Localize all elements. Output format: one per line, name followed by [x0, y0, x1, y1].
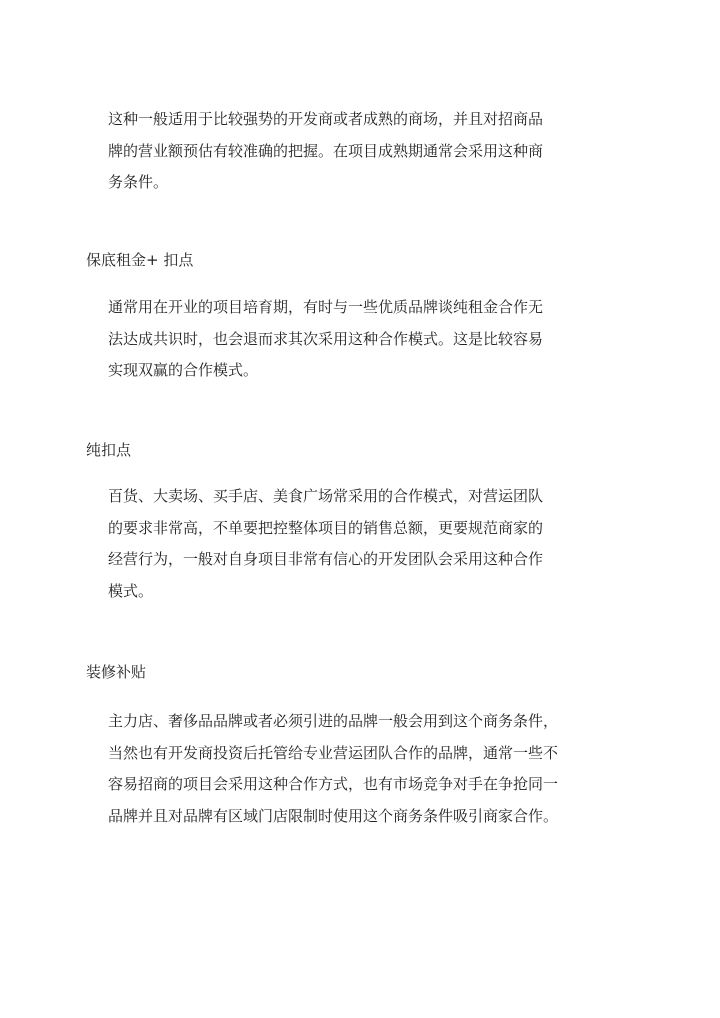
paragraph-line: 务条件。: [108, 173, 169, 191]
commission-paragraph: [108, 481, 600, 607]
paragraph-line: 牌的营业额预估有较准确的把握。在项目成熟期通常会采用这种商: [108, 141, 544, 160]
paragraph-line: 模式。: [108, 581, 154, 600]
paragraph-line: 的要求非常高，不单要把控整体项目的销售总额，更要规范商家的: [108, 518, 544, 537]
section-heading-guarantee: 保底租金+ 扣点: [86, 251, 194, 269]
paragraph-line: 主力店、奢侈品品牌或者必须引进的品牌一般会用到这个商务条件，: [108, 712, 559, 730]
paragraph-line: 当然也有开发商投资后托管给专业营运团队合作的品牌，通常一些不: [108, 743, 559, 762]
paragraph-line: 经营行为，一般对自身项目非常有信心的开发团队会采用这种合作: [108, 550, 544, 568]
intro-paragraph: [108, 104, 600, 199]
paragraph-line: 这种一般适用于比较强势的开发商或者成熟的商场，并且对招商品: [108, 110, 544, 128]
decoration-paragraph: [108, 706, 608, 832]
guarantee-paragraph: [108, 292, 600, 387]
paragraph-line: 容易招商的项目会采用这种合作方式，也有市场竞争对手在争抢同一: [108, 775, 559, 793]
section-heading-decoration: 装修补贴: [86, 663, 147, 681]
paragraph-line: 百货、大卖场、买手店、美食广场常采用的合作模式，对营运团队: [108, 487, 544, 505]
paragraph-line: 品牌并且对品牌有区域门店限制时使用这个商务条件吸引商家合作。: [108, 806, 559, 825]
section-heading-commission: 纯扣点: [86, 441, 132, 459]
paragraph-line: 法达成共识时，也会退而求其次采用这种合作模式。这是比较容易: [108, 329, 544, 348]
paragraph-line: 通常用在开业的项目培育期，有时与一些优质品牌谈纯租金合作无: [108, 298, 544, 316]
paragraph-line: 实现双赢的合作模式。: [108, 361, 259, 379]
